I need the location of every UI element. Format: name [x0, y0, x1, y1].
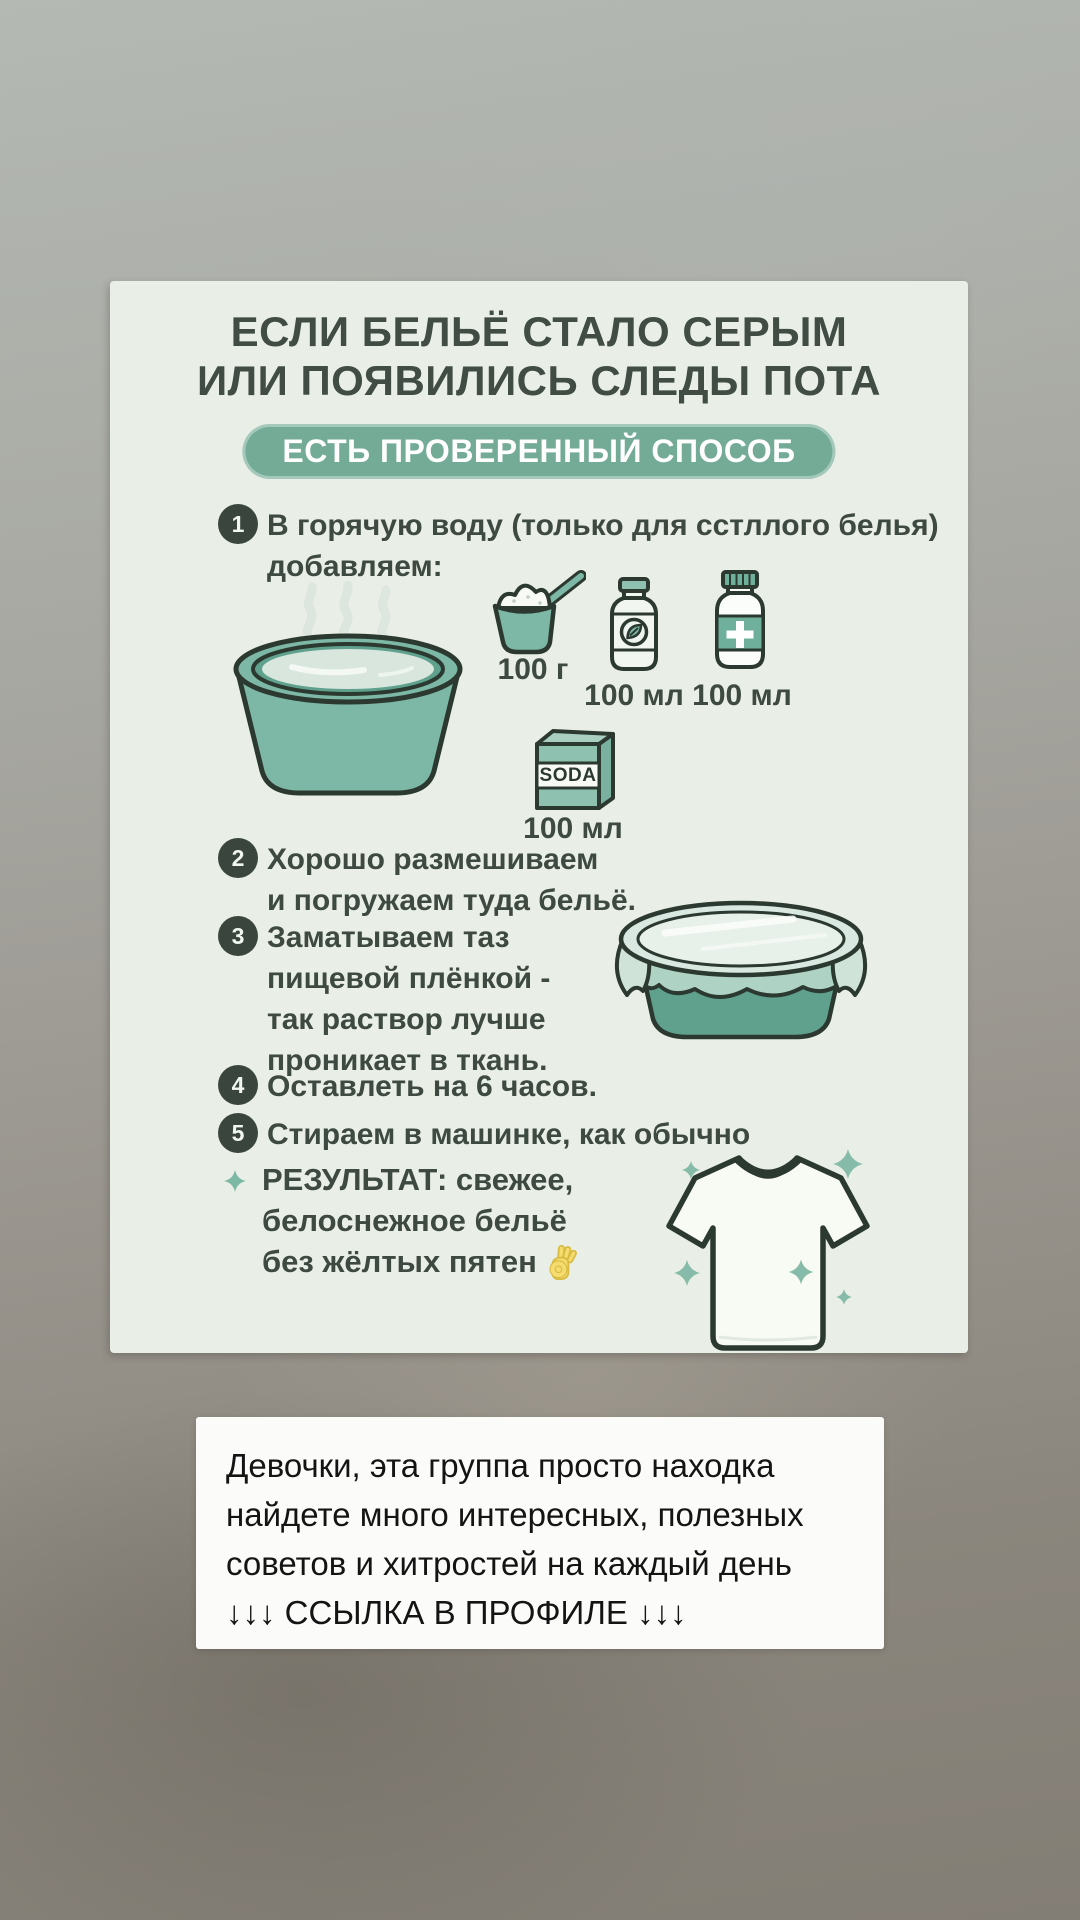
step-5-text: Стираем в машинке, как обычно	[267, 1118, 751, 1151]
peroxide-bottle-icon	[607, 577, 661, 676]
card-title-line2: ИЛИ ПОЯВИЛИСЬ СЛЕДЫ ПОТА	[196, 357, 882, 404]
soda-quantity-label: 100 мл	[523, 812, 623, 845]
measuring-scoop-icon	[484, 570, 586, 661]
step-5-number: 5	[218, 1113, 258, 1153]
step-3	[218, 915, 550, 1081]
caption-line-3: советов и хитростей на каждый день	[226, 1545, 792, 1582]
step-4-text: Оставлеть на 6 часов.	[267, 1070, 597, 1103]
step-4	[218, 1064, 597, 1107]
soda-box-icon	[523, 718, 623, 810]
caption-line-1: Девочки, эта группа просто находка	[226, 1447, 775, 1484]
pharmacy-bottle-icon	[709, 570, 771, 674]
film-covered-basin-icon	[607, 889, 875, 1056]
step-4-number: 4	[218, 1065, 258, 1105]
step-1-text: В горячую воду (только для сстллого белья) добавляем:	[267, 509, 939, 583]
step-3-text: Заматываем таз пищевой плёнкой - так раствор лучше проникает в ткань.	[267, 921, 551, 1077]
result-label: РЕЗУЛЬТАТ:	[262, 1162, 448, 1197]
infographic-card	[110, 281, 968, 1353]
scoop-quantity-label: 100 г	[497, 653, 569, 686]
step-1-number: 1	[218, 504, 258, 544]
steaming-basin-icon	[222, 581, 474, 808]
step-2-number: 2	[218, 838, 258, 878]
card-title-line1: ЕСЛИ БЕЛЬЁ СТАЛО СЕРЫМ	[230, 308, 848, 355]
soda-box-text: SODA	[539, 765, 597, 786]
step-2	[218, 837, 636, 921]
caption-line-4: ↓↓↓ ССЫЛКА В ПРОФИЛЕ ↓↓↓	[226, 1594, 687, 1631]
result-text: РЕЗУЛЬТАТ: свежее, белоснежное бельё без жёлтых пятен	[262, 1159, 581, 1282]
leaf-bottle-quantity-label: 100 мл	[584, 679, 684, 712]
ok-hand-emoji	[545, 1245, 581, 1281]
caption-box	[196, 1417, 884, 1649]
result-block	[222, 1159, 581, 1282]
card-title	[110, 307, 968, 405]
proven-method-badge: ЕСТЬ ПРОВЕРЕННЫЙ СПОСОБ	[242, 424, 835, 479]
cross-bottle-quantity-label: 100 мл	[692, 679, 792, 712]
step-3-number: 3	[218, 916, 258, 956]
step-2-text: Хорошо размешиваем и погружаем туда бельё.	[267, 843, 637, 917]
sparkle-icon	[222, 1168, 248, 1194]
white-tshirt-icon	[655, 1140, 880, 1370]
caption-line-2: найдете много интересных, полезных	[226, 1496, 804, 1533]
